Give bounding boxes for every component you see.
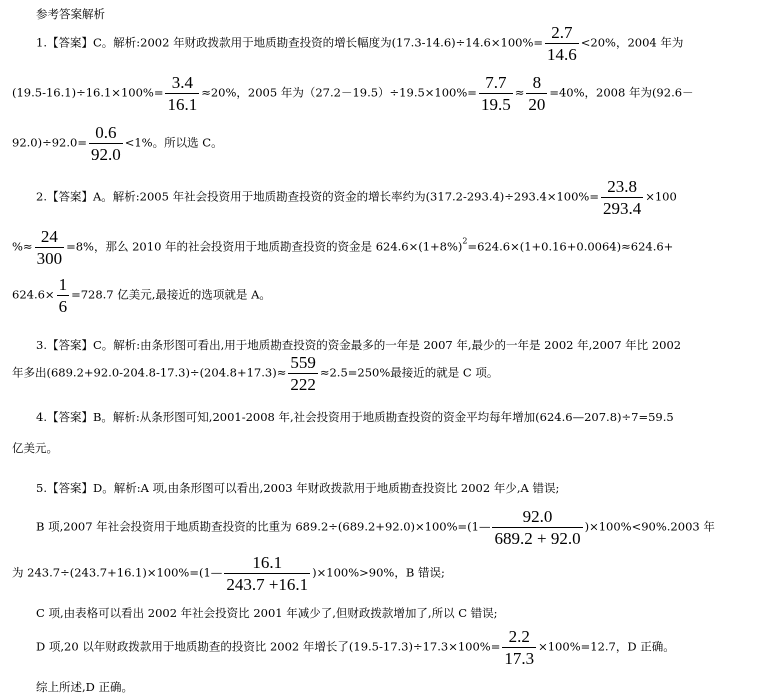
fraction <box>545 23 579 64</box>
text-segment: 综上所述,D 正确。 <box>36 680 134 694</box>
fraction-denominator: 222 <box>290 374 316 394</box>
text-segment: B 项,2007 年社会投资用于地质勘查投资的比重为 689.2÷(689.2+92.0)×100%=(1— <box>36 519 491 533</box>
text-segment: 为 243.7÷(243.7+16.1)×100%=(1— <box>12 565 223 579</box>
fraction-numerator: 0.6 <box>95 122 117 142</box>
text-segment: ×100%=12.7，D 正确。 <box>538 639 675 653</box>
text-line <box>12 275 271 316</box>
text-segment: )×100%>90%，B 错误; <box>312 565 445 579</box>
fraction <box>57 275 70 316</box>
text-segment: 5.【答案】D。解析:A 项,由条形图可以看出,2003 年财政拨款用于地质勘查投资比 2002 年少,A 错误; <box>36 481 560 495</box>
fraction-denominator: 16.1 <box>167 94 198 114</box>
fraction <box>224 553 310 594</box>
text-line <box>36 177 677 218</box>
fraction-numerator: 2.2 <box>508 626 530 646</box>
fraction-numerator: 92.0 <box>522 506 553 526</box>
fraction-denominator: 243.7 +16.1 <box>226 574 309 594</box>
fraction-numerator: 16.1 <box>252 552 283 572</box>
text-line <box>36 338 681 352</box>
text-segment: 4.【答案】B。解析:从条形图可知,2001-2008 年,社会投资用于地质勘查投资的资金平均每年增加(624.6—207.8)÷7=59.5 <box>36 410 674 424</box>
fraction-numerator: 1 <box>58 274 68 294</box>
text-segment: C 项,由表格可以看出 2002 年社会投资比 2001 年减少了,但财政拨款增加了,所以 C 错误; <box>36 606 498 620</box>
fraction-numerator: 8 <box>532 72 542 92</box>
fraction-numerator: 23.8 <box>607 176 637 196</box>
text-line <box>36 680 133 694</box>
fraction-denominator: 92.0 <box>90 144 121 164</box>
text-line <box>36 627 675 668</box>
page-title <box>36 7 105 21</box>
text-segment: =8%，那么 2010 年的社会投资用于地质勘查投资的资金是 624.6×(1+8%) <box>66 239 463 253</box>
text-segment: 年多出(689.2+92.0-204.8-17.3)÷(204.8+17.3)≈ <box>12 365 287 379</box>
fraction-denominator: 19.5 <box>480 94 511 114</box>
fraction <box>89 123 123 164</box>
text-segment: 参考答案解析 <box>36 7 105 21</box>
fraction <box>492 507 582 548</box>
text-segment: ≈ <box>514 85 525 99</box>
text-line <box>36 481 559 495</box>
text-line <box>12 353 498 394</box>
fraction <box>35 227 65 268</box>
fraction <box>479 73 513 114</box>
text-line <box>12 553 445 594</box>
fraction <box>165 73 199 114</box>
fraction-numerator: 559 <box>290 352 316 372</box>
fraction <box>601 177 643 218</box>
fraction-denominator: 293.4 <box>602 198 642 218</box>
superscript: 2 <box>462 236 468 245</box>
text-segment: =624.6×(1+0.16+0.0064)≈624.6+ <box>467 239 674 253</box>
fraction-denominator: 20 <box>528 94 546 114</box>
text-segment: 1.【答案】C。解析:2002 年财政拨款用于地质勘查投资的增长幅度为(17.3-14.6)÷14.6×100%= <box>36 35 544 49</box>
text-segment: ≈20%，2005 年为（27.2－19.5）÷19.5×100%= <box>201 85 477 99</box>
text-segment: 2.【答案】A。解析:2005 年社会投资用于地质勘查投资的资金的增长率约为(317.2-293.4)÷293.4×100%= <box>36 189 599 203</box>
text-line <box>12 227 673 268</box>
text-segment: 92.0)÷92.0= <box>12 135 87 149</box>
text-segment: %≈ <box>12 239 33 253</box>
text-segment: =40%，2008 年为(92.6－ <box>549 85 694 99</box>
fraction-numerator: 24 <box>40 226 58 246</box>
fraction-numerator: 3.4 <box>171 72 193 92</box>
text-line <box>12 441 58 455</box>
text-segment: D 项,20 以年财政拨款用于地质勘查的投资比 2002 年增长了(19.5-17.3)÷17.3×100%= <box>36 639 501 653</box>
fraction-denominator: 17.3 <box>504 648 535 668</box>
text-segment: <20%，2004 年为 <box>580 35 684 49</box>
text-segment: 3.【答案】C。解析:由条形图可看出,用于地质勘查投资的资金最多的一年是 2007 年,最少的一年是 2002 年,2007 年比 2002 <box>36 338 682 352</box>
text-line <box>36 410 674 424</box>
fraction-denominator: 300 <box>36 248 63 268</box>
text-segment: ≈2.5=250%最接近的就是 C 项。 <box>319 365 499 379</box>
fraction-numerator: 2.7 <box>551 22 573 42</box>
text-segment: ×100 <box>645 189 677 203</box>
text-segment: =728.7 亿美元,最接近的选项就是 A。 <box>71 287 271 301</box>
text-line <box>36 606 498 620</box>
text-line <box>12 73 694 114</box>
fraction <box>526 73 547 114</box>
text-line <box>36 23 683 64</box>
fraction-denominator: 6 <box>58 296 68 316</box>
fraction-numerator: 7.7 <box>485 72 507 92</box>
text-segment: 624.6× <box>12 287 55 301</box>
fraction-denominator: 14.6 <box>547 44 577 64</box>
text-line <box>12 123 223 164</box>
text-segment: (19.5-16.1)÷16.1×100%= <box>12 85 164 99</box>
text-segment: 亿美元。 <box>12 441 58 455</box>
fraction-denominator: 689.2 + 92.0 <box>494 528 581 548</box>
fraction <box>502 627 536 668</box>
text-segment: )×100%<90%.2003 年 <box>584 519 715 533</box>
text-line <box>36 507 715 548</box>
fraction <box>288 353 318 394</box>
text-segment: <1%。所以选 C。 <box>124 135 223 149</box>
